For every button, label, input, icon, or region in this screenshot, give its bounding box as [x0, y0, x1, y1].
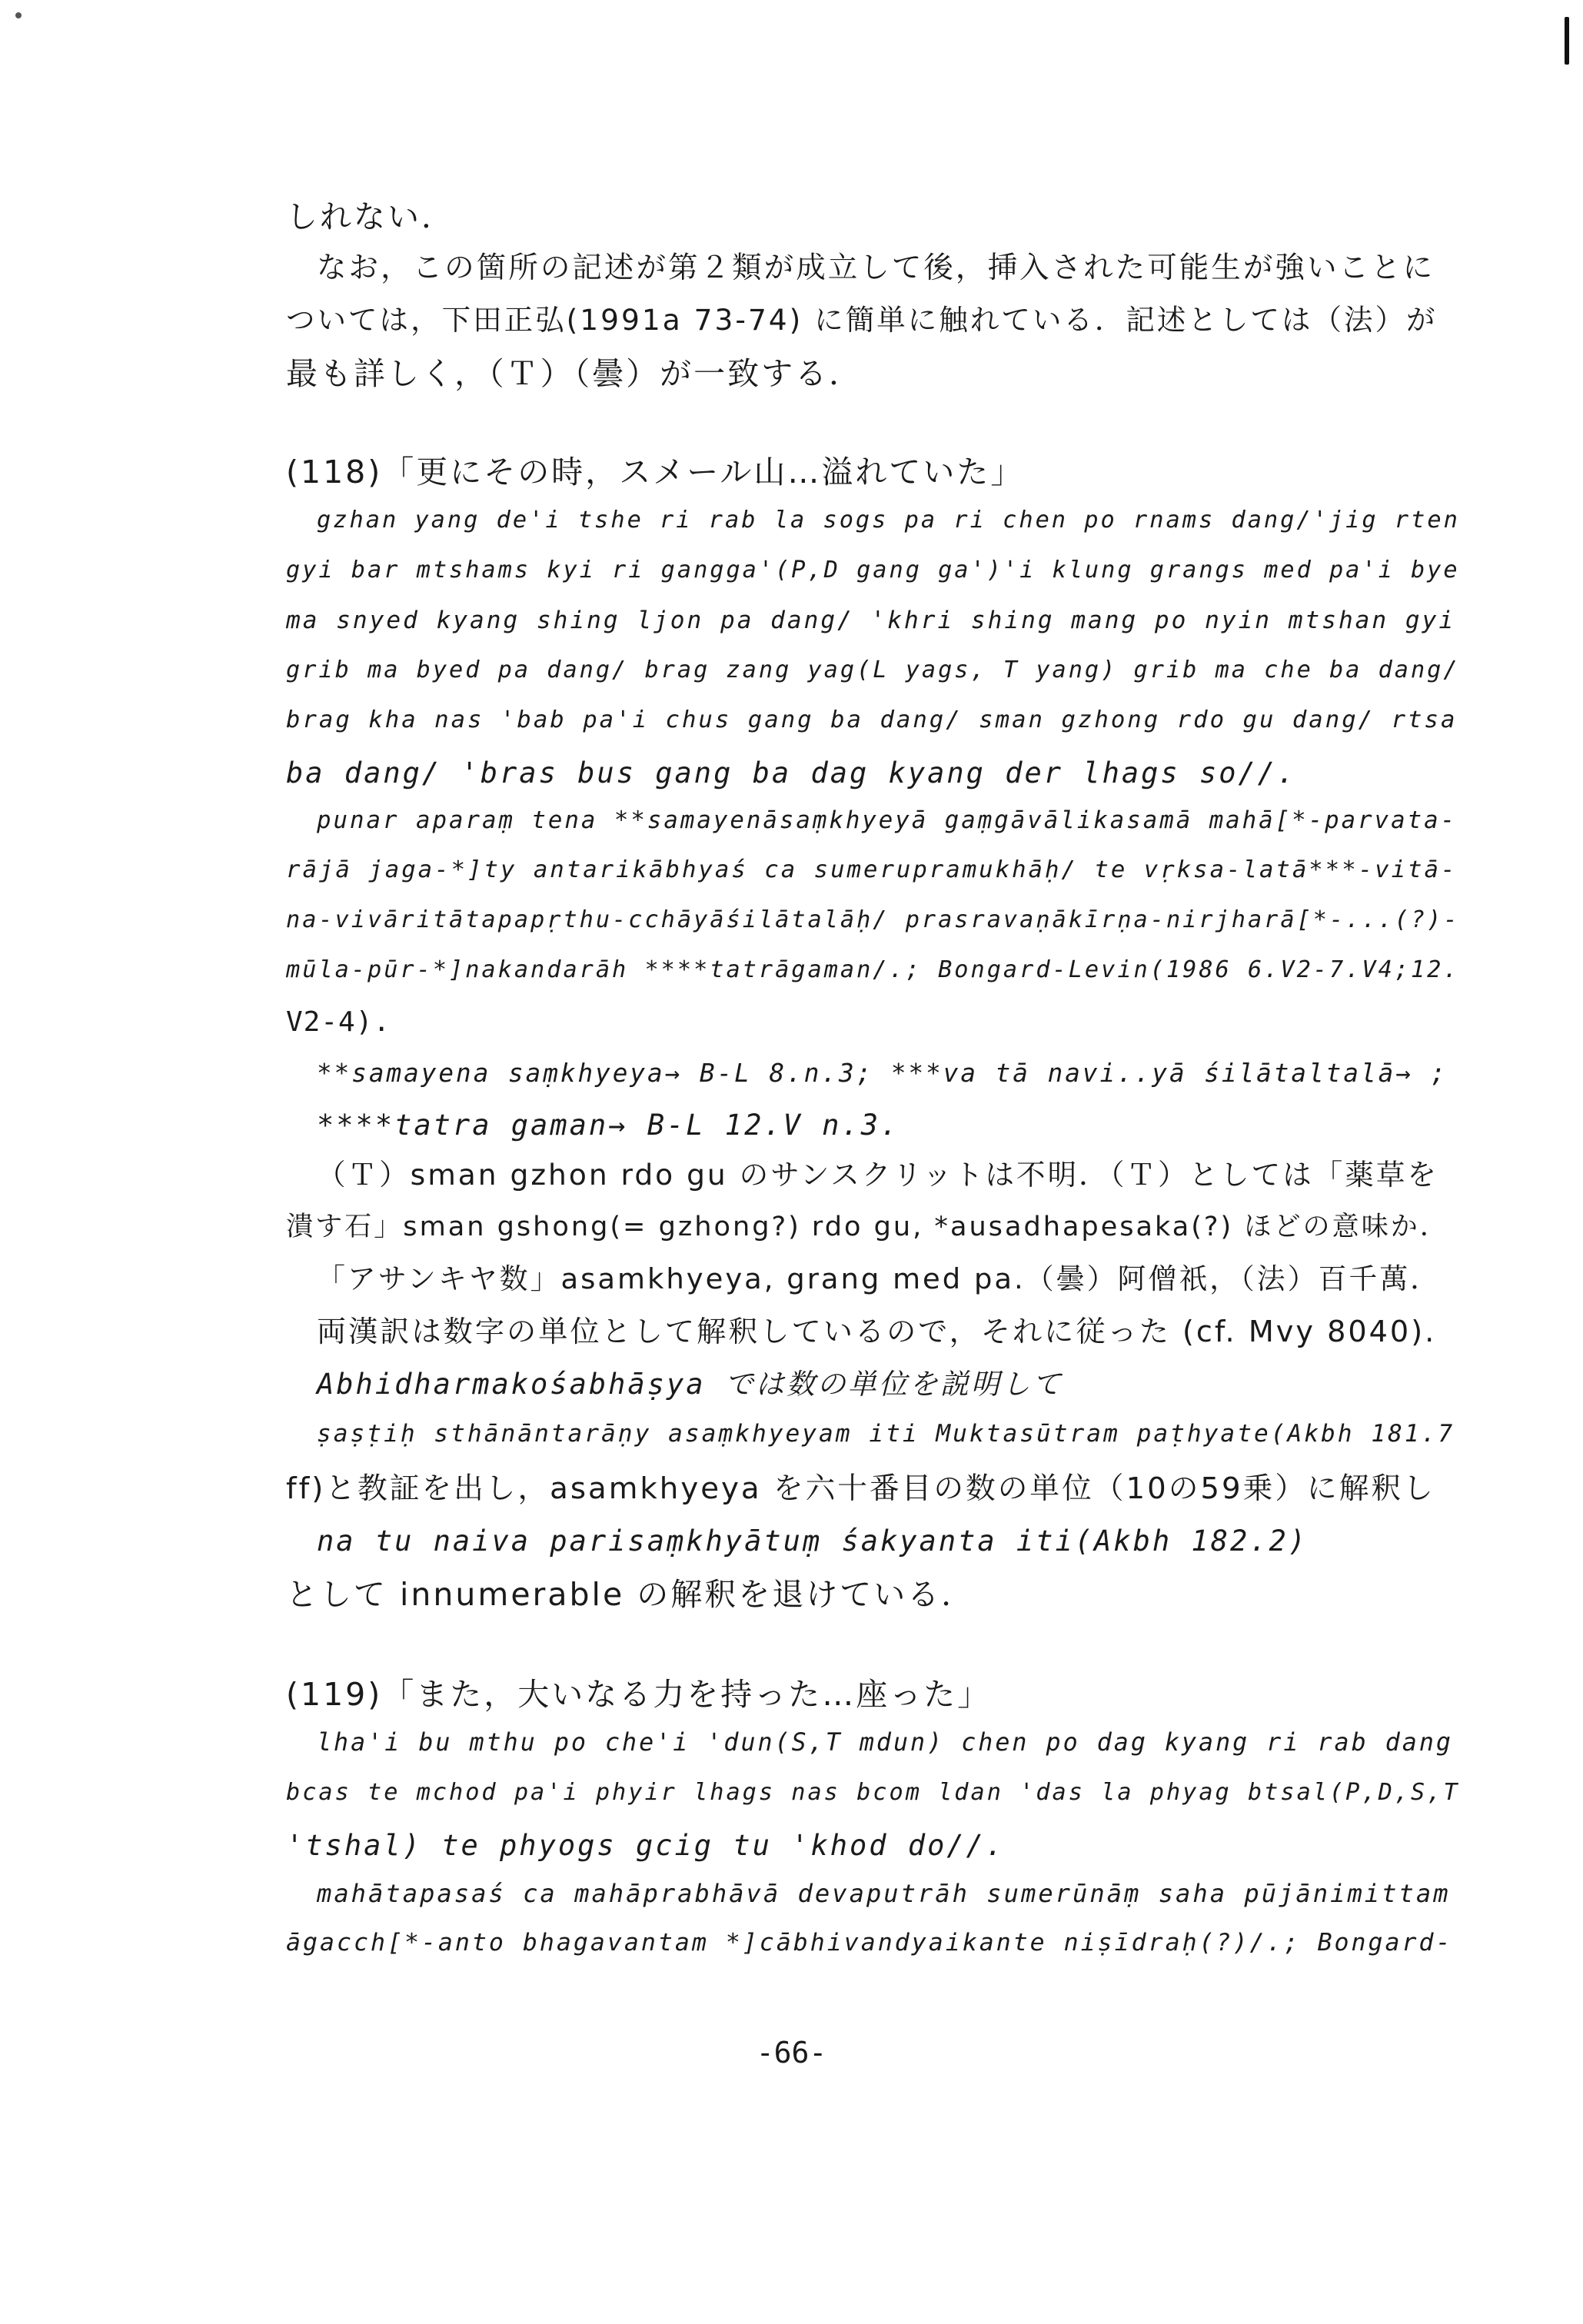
note-line: ****tatra gaman→ B-L 12.V n.3.: [317, 1109, 900, 1142]
tibetan-line: gyi bar mtshams kyi ri gangga'(P,D gang ga')'i klung grangs med pa'i bye: [286, 557, 1460, 583]
commentary-line: Abhidharmakośabhāṣya では数の単位を説明して: [317, 1368, 1063, 1401]
commentary-line: （Ｔ）sman gzhon rdo gu のサンスクリットは不明．（Ｔ）としては「薬草を: [317, 1158, 1438, 1192]
commentary-line: ff)と教証を出し，asamkhyeya を六十番目の数の単位（10の59乗）に解釈し: [286, 1471, 1435, 1506]
commentary-line: 潰す石」sman gshong(= gzhong?) rdo gu, *ausadhapesaka(?) ほどの意味か．: [286, 1211, 1449, 1242]
tibetan-line: bcas te mchod pa'i phyir lhags nas bcom ldan 'das la phyag btsal(P,D,S,T: [286, 1779, 1460, 1806]
tibetan-line: 'tshal) te phyogs gcig tu 'khod do//.: [286, 1829, 1006, 1862]
quotation-line: ṣaṣṭiḥ sthānāntarāṇy asaṃkhyeyam iti Muktasūtram paṭhyate(Akbh 181.7: [317, 1420, 1455, 1448]
text-line: なお，この箇所の記述が第２類が成立して後，挿入された可能生が強いことに: [317, 251, 1435, 285]
page-number: -66-: [756, 2036, 827, 2070]
note-line: **samayena saṃkhyeya→ B-L 8.n.3; ***va tā navi..yā śilātaltalā→ ;: [317, 1059, 1448, 1088]
tibetan-line: grib ma byed pa dang/ brag zang yag(L yags, T yang) grib ma che ba dang/: [286, 657, 1460, 683]
quotation-line: na tu naiva parisaṃkhyātuṃ śakyanta iti(Akbh 182.2): [317, 1524, 1309, 1558]
commentary-line: 「アサンキヤ数」asamkhyeya, grang med pa.（曇）阿僧祇，（法）百千萬．: [317, 1262, 1442, 1295]
commentary-line: 両漢訳は数字の単位として解釈しているので，それに従った (cf. Mvy 8040).: [317, 1315, 1437, 1349]
scan-speck: [15, 12, 22, 18]
tibetan-line: lha'i bu mthu po che'i 'dun(S,T mdun) chen po dag kyang ri rab dang: [317, 1729, 1453, 1757]
tibetan-line: ba dang/ 'bras bus gang ba dag kyang der lhags so//.: [286, 756, 1297, 790]
sanskrit-line: mahātapasaś ca mahāprabhāvā devaputrāh sumerūnāṃ saha pūjānimittam: [317, 1879, 1451, 1908]
sanskrit-line: punar aparaṃ tena **samayenāsaṃkhyeyā gaṃgāvālikasamā mahā[*-parvata-: [317, 806, 1458, 834]
commentary-line: として innumerable の解釈を退けている．: [286, 1576, 976, 1613]
section-heading-118: (118)「更にその時，スメール山…溢れていた」: [286, 454, 1025, 490]
sanskrit-line: rājā jaga-*]ty antarikābhyaś ca sumerupramukhāḥ/ te vṛksa-latā***-vitā-: [286, 856, 1458, 883]
text-line: しれない．: [286, 198, 455, 235]
tibetan-line: gzhan yang de'i tshe ri rab la sogs pa ri chen po rnams dang/'jig rten: [317, 507, 1460, 534]
sanskrit-line: V2-4).: [286, 1006, 391, 1038]
tibetan-line: ma snyed kyang shing ljon pa dang/ 'khri shing mang po nyin mtshan gyi: [286, 607, 1456, 634]
text-line: ついては，下田正弘(1991a 73-74) に簡単に触れている．記述としては（法）が: [286, 303, 1438, 337]
binding-edge-mark: [1565, 17, 1569, 65]
section-heading-119: (119)「また，大いなる力を持った…座った」: [286, 1676, 992, 1713]
sanskrit-line: mūla-pūr-*]nakandarāh ****tatrāgaman/.; Bongard-Levin(1986 6.V2-7.V4;12.: [286, 956, 1460, 983]
sanskrit-line: āgacch[*-anto bhagavantam *]cābhivandyaikante niṣīdraḥ(?)/.; Bongard-: [286, 1929, 1453, 1957]
sanskrit-line: na-vivāritātapapṛthu-cchāyāśilātalāḥ/ prasravaṇākīrṇa-nirjharā[*-...(?)-: [286, 906, 1460, 933]
tibetan-line: brag kha nas 'bab pa'i chus gang ba dang/ sman gzhong rdo gu dang/ rtsa: [286, 707, 1458, 733]
text-line: 最も詳しく，（Ｔ）（曇）が一致する．: [286, 355, 863, 392]
